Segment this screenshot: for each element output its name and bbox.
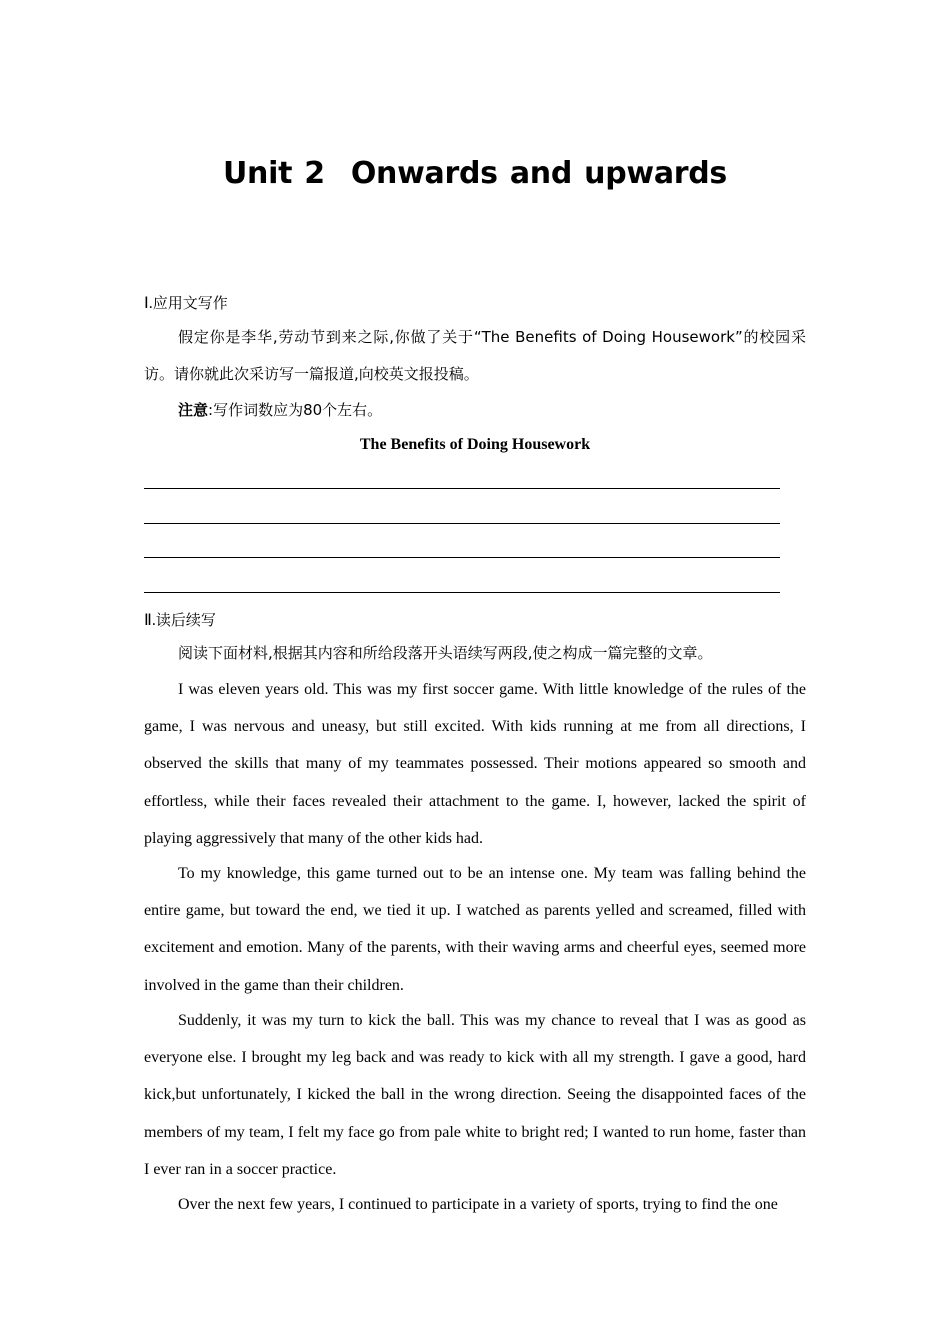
section-1-title: 应用文写作	[152, 294, 228, 312]
title-unit: Unit 2	[222, 156, 325, 191]
essay-title: The Benefits of Doing Housework	[359, 436, 591, 453]
story-paragraph-4: Over the next few years, I continued to participate in a variety of sports, trying to find the one	[178, 1196, 778, 1213]
story-paragraph-1: I was eleven years old. This was my first soccer game. With little knowledge of the rules of the game, I was nervous and uneasy, but still excited. With kids running at me from all directions, I observed the skills that many of my teammates possessed. Their motions appeared so smooth and effortless, while their faces revealed their attachment to the game. I, however, lacked the spirit of playing aggressively that many of the other kids had.	[144, 681, 806, 847]
section-1-note	[144, 392, 806, 429]
answer-line	[144, 557, 780, 558]
section-2-number: Ⅱ.	[144, 612, 156, 629]
section-2-instruction: 阅读下面材料,根据其内容和所给段落开头语续写两段,使之构成一篇完整的文章。	[178, 644, 713, 662]
answer-line	[144, 592, 780, 593]
note-label: 注意	[178, 401, 209, 419]
answer-line	[144, 488, 780, 489]
section-1-number: Ⅰ.	[144, 295, 153, 312]
answer-line	[144, 523, 780, 524]
section-2-heading	[144, 609, 216, 630]
page-title	[0, 156, 950, 191]
note-text: :写作词数应为80个左右。	[208, 401, 383, 419]
section-1-prompt: 假定你是李华,劳动节到来之际,你做了关于“The Benefits of Doing Housework”的校园采访。请你就此次采访写一篇报道,向校英文报投稿。	[144, 328, 806, 384]
section-1-heading	[144, 292, 228, 313]
title-topic: Onwards and upwards	[350, 156, 727, 191]
section-2-title: 读后续写	[155, 611, 216, 629]
story-paragraph-3: Suddenly, it was my turn to kick the ball. This was my chance to reveal that I was as good as everyone else. I brought my leg back and was ready to kick with all my strength. I gave a good, hard kick,but unfortunately, I kicked the ball in the wrong direction. Seeing the disappointed faces of the members of my team, I felt my face go from pale white to bright red; I wanted to run home, faster than I ever ran in a soccer practice.	[144, 1012, 806, 1178]
story-paragraph-2: To my knowledge, this game turned out to be an intense one. My team was falling behind the entire game, but toward the end, we tied it up. I watched as parents yelled and screamed, filled with excitement and emotion. Many of the parents, with their waving arms and cheerful eyes, seemed more involved in the game than their children.	[144, 865, 806, 994]
